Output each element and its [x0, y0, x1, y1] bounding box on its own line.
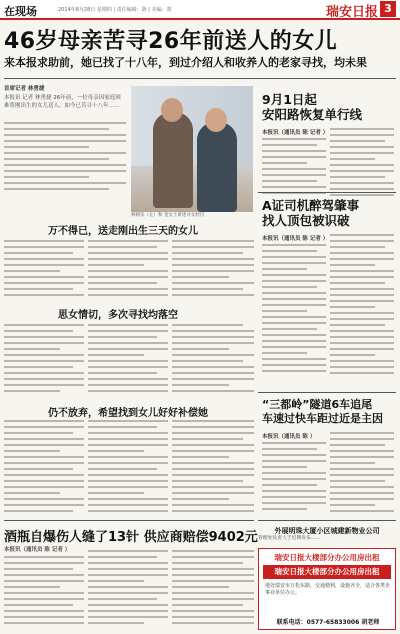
bottom-headline: 酒瓶自爆伤人缝了13针 供应商赔偿9402元 — [4, 530, 258, 545]
article-body-text — [88, 420, 168, 516]
story-byline: 本报讯（通讯员 陈 ） — [262, 434, 316, 440]
page-header — [0, 0, 400, 20]
article-body-text — [330, 432, 394, 516]
main-subheadline: 来本报求助前，她已找了十八年，到过介绍人和收养人的老家寻找，均未果 — [4, 56, 367, 69]
divider — [258, 192, 396, 193]
article-body-text — [4, 556, 84, 628]
article-body-text — [172, 324, 254, 396]
notice-body: 管理处负责人于近期发布…… — [258, 536, 321, 541]
story-headline: 9月1日起 安阳路恢复单行线 — [262, 92, 363, 122]
article-body-text — [262, 442, 326, 514]
section-heading: 万不得已，送走刚出生三天的女儿 — [48, 226, 198, 237]
article-body-text — [88, 240, 168, 300]
page-number: 3 — [380, 1, 396, 17]
article-body-text — [4, 122, 126, 194]
article-body-text — [88, 324, 168, 396]
story-byline: 本报讯（通讯员 陈 记者 ） — [262, 130, 329, 136]
article-body-text — [4, 324, 84, 396]
article-body-text — [4, 420, 84, 516]
section-heading: 思女情切，多次寻找均落空 — [58, 310, 178, 321]
photo-caption: 林朝乐（左）和 金女士讲述寻女经历 — [131, 213, 205, 218]
article-photo — [131, 86, 253, 212]
masthead-logo: 瑞安日报 — [325, 5, 378, 20]
ad-banner: 瑞安日报大楼部分办公用房出租 — [263, 565, 391, 579]
article-body-text — [4, 240, 84, 300]
bottom-byline: 本报讯（通讯员 陈 记者 ） — [4, 547, 71, 553]
article-body-text — [172, 240, 254, 300]
article-byline: 首席记者 林勇捷 — [4, 86, 45, 92]
divider — [258, 392, 396, 393]
section-heading: 仍不放弃，希望找到女儿好好补偿她 — [48, 408, 208, 419]
article-body-text — [172, 550, 254, 628]
divider — [4, 520, 254, 521]
story-headline: A证司机醉驾肇事 找人顶包被识破 — [262, 198, 360, 228]
story-headline: “三都岭”隧道6车追尾 车速过快车距过近是主因 — [262, 398, 383, 425]
article-body-text — [88, 550, 168, 628]
article-body-text — [330, 234, 394, 378]
article-body-text — [262, 244, 326, 376]
article-body-text — [330, 128, 394, 200]
divider — [4, 78, 396, 79]
ad-body: 地处瑞安市万松东路，交通便利，设施齐全，适合各类企事业单位办公。 — [265, 583, 391, 596]
rental-advertisement — [258, 548, 396, 630]
issue-date: 2014年8月28日 星期四 | 责任编辑：陈 | 美编：郑 — [58, 7, 172, 13]
story-byline: 本报讯（通讯员 陈 记者 ） — [262, 236, 329, 242]
notice-title: 外展明珠大厦小区城建新物业公司 — [274, 527, 380, 535]
article-body-text — [172, 420, 254, 516]
article-body-text — [262, 138, 326, 198]
article-lead: 本报讯 记者 林勇捷 26年前，一位母亲因家庭困难将刚出生的女儿送人，如今已苦寻十八年…… — [4, 95, 121, 109]
section-name: 在现场 — [4, 5, 37, 18]
main-headline: 46岁母亲苦寻26年前送人的女儿 — [4, 29, 338, 54]
ad-contact-phone: 联系电话：0577-65833006 胡老师 — [276, 619, 380, 626]
ad-title: 瑞安日报大楼部分办公用房出租 — [274, 553, 380, 562]
divider — [258, 520, 396, 521]
